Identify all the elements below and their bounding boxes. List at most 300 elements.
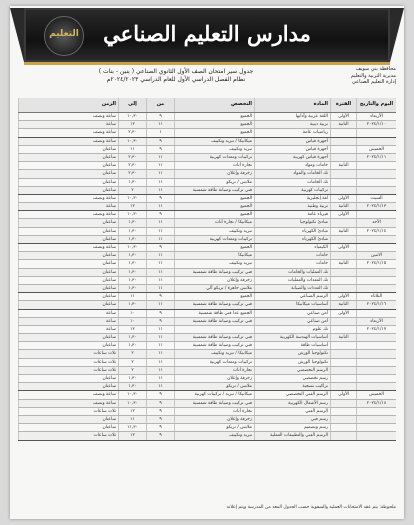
cell-day: الثلاثاء — [356, 293, 396, 300]
cell-subject: أساسيات ميكانيكا — [254, 301, 330, 308]
cell-to: ١,٣٠ — [118, 219, 146, 226]
header-subject: المادة — [254, 98, 330, 112]
cell-spec: ملابس جاهزة / تريكو آلي — [174, 285, 254, 292]
cell-duration: ساعة ونصف — [18, 391, 118, 398]
cell-spec: ميكانيكا / تبريد وتكييف — [174, 350, 254, 357]
cell-from: ١١ — [146, 170, 174, 177]
cell-period: الثانية — [330, 121, 356, 128]
cell-from: ٩ — [146, 211, 174, 218]
cell-from: ٩ — [146, 416, 174, 423]
cell-spec: تبريد وتكييف — [174, 260, 254, 267]
document-page — [10, 6, 404, 519]
cell-subject: تكنولوجيا الورش — [254, 350, 330, 357]
table-row — [18, 179, 396, 187]
table-row — [18, 146, 396, 154]
cell-day: الخميس — [356, 391, 396, 398]
cell-period — [330, 285, 356, 292]
table-row — [18, 342, 396, 350]
ministry-line: إدارة التعليم الصناعي — [352, 79, 396, 85]
table-row — [18, 293, 396, 301]
table-row — [18, 359, 396, 367]
cell-spec: الجميع — [174, 293, 254, 300]
cell-to: ١٠,٣٠ — [118, 244, 146, 251]
cell-spec: ملابس / تريكو — [174, 424, 254, 431]
cell-from: ١١ — [146, 260, 174, 267]
cell-to: ١١ — [118, 146, 146, 153]
cell-duration: ساعتان — [18, 375, 118, 382]
cell-to: ١١,٣٠ — [118, 424, 146, 431]
cell-duration: ساعتان — [18, 162, 118, 169]
cell-duration: ساعتان — [18, 424, 118, 431]
cell-from: ٩ — [146, 310, 174, 317]
cell-day — [356, 350, 396, 357]
cell-period: الثانية — [330, 228, 356, 235]
cell-day: ٢٠٢٤/١/١٠ — [356, 121, 396, 128]
table-row — [18, 277, 396, 285]
cell-duration: ساعتان — [18, 219, 118, 226]
document-header — [18, 66, 396, 98]
cell-from: ١١ — [146, 326, 174, 333]
cell-from: ٩ — [146, 424, 174, 431]
cell-subject: أجهزة قياس كهربية — [254, 154, 330, 161]
cell-day — [356, 375, 396, 382]
cell-duration: ساعة — [18, 310, 118, 317]
cell-to: ١١ — [118, 293, 146, 300]
cell-from: ١١ — [146, 252, 174, 259]
cell-spec: ميكانيكا / نجارة أثاث — [174, 219, 254, 226]
cell-day: الخميس — [356, 146, 396, 153]
cell-from: ٩ — [146, 400, 174, 407]
cell-period — [330, 408, 356, 415]
cell-day: ٢٠٢٤/١/١١ — [356, 154, 396, 161]
cell-period: الأولى — [330, 310, 356, 317]
cell-to: ١٢ — [118, 203, 146, 210]
cell-spec: فني تركيب وصيانة طاقة شمسية — [174, 400, 254, 407]
cell-from: ١١ — [146, 383, 174, 390]
subtitle-line-2: نظام الفصل الدراسي الأول للعام الدراسي ٢٠٢٤/٢٠٢٣م — [106, 76, 246, 83]
cell-duration: ساعة ونصف — [18, 195, 118, 202]
cell-subject: الرسم الفني — [254, 408, 330, 415]
cell-subject: تك العمليات والخامات — [254, 269, 330, 276]
cell-subject: أساسيات الهندسة الكهربية — [254, 334, 330, 341]
cell-duration: ساعتان — [18, 301, 118, 308]
cell-from: ١١ — [146, 285, 174, 292]
cell-spec: تركيبات ومعدات كهربية — [174, 236, 254, 243]
cell-period: الثانية — [330, 301, 356, 308]
cell-subject: الرسم التخصصي — [254, 367, 330, 374]
cell-day — [356, 285, 396, 292]
cell-from: ٩ — [146, 432, 174, 439]
cell-duration: ساعتان — [18, 277, 118, 284]
cell-subject: أجهزة قياس — [254, 146, 330, 153]
cell-to: ٢,٣٠ — [118, 170, 146, 177]
table-row — [18, 113, 396, 121]
cell-day — [356, 211, 396, 218]
cell-from: ١١ — [146, 367, 174, 374]
cell-from: ١١ — [146, 162, 174, 169]
cell-period — [330, 367, 356, 374]
cell-from: ٩ — [146, 146, 174, 153]
cell-spec: نجارة أثاث — [174, 162, 254, 169]
cell-duration: ثلاث ساعات — [18, 432, 118, 439]
cell-spec: فني تركيب وصيانة طاقة شمسية — [174, 301, 254, 308]
cell-period — [330, 359, 356, 366]
cell-period — [330, 350, 356, 357]
cell-duration: ساعتان — [18, 260, 118, 267]
cell-subject: أمن صناعي — [254, 318, 330, 325]
header-period: الفترة — [330, 98, 356, 112]
cell-spec: ملابس / تريكو — [174, 383, 254, 390]
cell-to: ٢ — [118, 367, 146, 374]
ministry-line: محافظة بني سويف — [355, 66, 396, 72]
cell-to: ١٠ — [118, 318, 146, 325]
cell-day: الأحد — [356, 219, 396, 226]
cell-day — [356, 416, 396, 423]
cell-subject: مبادئ الكهرباء — [254, 236, 330, 243]
cell-spec: فني تركيب وصيانة طاقة شمسية — [174, 187, 254, 194]
cell-from: ٩ — [146, 195, 174, 202]
cell-from: ١١ — [146, 375, 174, 382]
table-row — [18, 269, 396, 277]
table-row — [18, 138, 396, 146]
cell-period — [330, 219, 356, 226]
cell-day: ٢٠٢٤/١/١٦ — [356, 301, 396, 308]
cell-to: ١,٣٠ — [118, 179, 146, 186]
cell-period: الأولى — [330, 293, 356, 300]
cell-from: ٩ — [146, 113, 174, 120]
cell-period: الثانية — [330, 203, 356, 210]
cell-to: ١٢ — [118, 408, 146, 415]
cell-period — [330, 146, 356, 153]
cell-to: ١,٣٠ — [118, 301, 146, 308]
cell-day: ٢٠٢٤/١/١٨ — [356, 400, 396, 407]
cell-duration: ساعة ونصف — [18, 138, 118, 145]
cell-subject: الرسم الفني التخصصي — [254, 391, 330, 398]
cell-period — [330, 236, 356, 243]
cell-day — [356, 408, 396, 415]
cell-period — [330, 424, 356, 431]
cell-from: ٩ — [146, 293, 174, 300]
table-row — [18, 400, 396, 408]
cell-duration: ساعتان — [18, 416, 118, 423]
cell-duration: ساعة — [18, 121, 118, 128]
cell-spec: الجميع عدا فني طاقة شمسية — [174, 310, 254, 317]
cell-period: الثانية — [330, 334, 356, 341]
cell-day — [356, 244, 396, 251]
cell-duration: ساعة — [18, 318, 118, 325]
cell-to: ١١ — [118, 416, 146, 423]
cell-period: الأولى — [330, 211, 356, 218]
cell-day — [356, 367, 396, 374]
ministry-line: مديرية التربية والتعليم — [350, 72, 396, 79]
cell-spec: ملابس / تريكو — [174, 179, 254, 186]
cell-to: ١,٣٠ — [118, 383, 146, 390]
cell-duration: ساعتان — [18, 293, 118, 300]
cell-from: ٩ — [146, 138, 174, 145]
exam-schedule-table — [18, 98, 396, 441]
cell-from: ٩ — [146, 244, 174, 251]
cell-to: ٢,٣٠ — [118, 162, 146, 169]
page-title: مدارس التعليم الصناعي — [103, 21, 311, 46]
cell-to: ١,٣٠ — [118, 375, 146, 382]
cell-to: ١٠,٣٠ — [118, 113, 146, 120]
cell-from: ١١ — [146, 219, 174, 226]
cell-day — [356, 424, 396, 431]
cell-spec: نجارة أثاث — [174, 367, 254, 374]
cell-duration: ساعتان — [18, 334, 118, 341]
cell-subject: تركيبات كهربية — [254, 187, 330, 194]
cell-spec: ميكانيكا / تبريد / تركيبات كهربية — [174, 391, 254, 398]
cell-spec: زخرفة وإعلان — [174, 170, 254, 177]
table-row — [18, 244, 396, 252]
cell-spec: فني تركيب وصيانة طاقة شمسية — [174, 342, 254, 349]
table-row — [18, 228, 396, 236]
cell-duration: ساعة ونصف — [18, 113, 118, 120]
cell-day — [356, 277, 396, 284]
cell-spec: الجميع — [174, 244, 254, 251]
cell-spec: زخرفة وإعلان — [174, 375, 254, 382]
cell-duration: ساعتان — [18, 146, 118, 153]
cell-to: ١,٣٠ — [118, 236, 146, 243]
cell-period: الأولى — [330, 244, 356, 251]
table-row — [18, 301, 396, 309]
cell-subject: رسم تخصصي — [254, 375, 330, 382]
cell-day: ٢٠٢٤/١/١٣ — [356, 203, 396, 210]
cell-subject: أمن صناعي — [254, 310, 330, 317]
title-banner — [24, 8, 390, 65]
cell-period: الأولى — [330, 113, 356, 120]
header-spec: التخصص — [174, 98, 254, 112]
table-row — [18, 383, 396, 391]
table-row — [18, 334, 396, 342]
table-row — [18, 285, 396, 293]
header-from: من — [146, 98, 174, 112]
cell-day — [356, 383, 396, 390]
cell-subject: تك المعدات والعمليات — [254, 277, 330, 284]
cell-spec: الجميع — [174, 211, 254, 218]
cell-subject: أجهزة قياس — [254, 138, 330, 145]
cell-to: ١,٣٠ — [118, 269, 146, 276]
cell-spec: زخرفة وإعلان — [174, 277, 254, 284]
cell-period: الأولى — [330, 391, 356, 398]
cell-day — [356, 179, 396, 186]
cell-spec: الجميع — [174, 121, 254, 128]
cell-day: الأربعاء — [356, 113, 396, 120]
cell-to: ١,٣٠ — [118, 228, 146, 235]
cell-duration: ساعتان — [18, 187, 118, 194]
cell-to: ١,٣٠ — [118, 342, 146, 349]
cell-period — [330, 342, 356, 349]
cell-spec: تركيبات ومعدات كهربية — [174, 359, 254, 366]
cell-spec: الجميع — [174, 129, 254, 136]
cell-to: ١٠,٣٠ — [118, 195, 146, 202]
cell-to: ٢,٣٠ — [118, 154, 146, 161]
header-duration: الزمن — [18, 98, 118, 112]
cell-spec — [174, 326, 254, 333]
cell-day — [356, 138, 396, 145]
cell-period — [330, 400, 356, 407]
table-row — [18, 391, 396, 399]
table-row — [18, 424, 396, 432]
cell-to: ١٢ — [118, 121, 146, 128]
cell-period — [330, 416, 356, 423]
cell-spec: فني تركيب وصيانة طاقة شمسية — [174, 334, 254, 341]
cell-duration: ساعة ونصف — [18, 211, 118, 218]
cell-duration: ساعتان — [18, 236, 118, 243]
cell-subject: تراكيب نسجية — [254, 383, 330, 390]
cell-spec: تبريد وتكييف — [174, 432, 254, 439]
cell-duration: ساعتان — [18, 154, 118, 161]
cell-to: ١,٣٠ — [118, 334, 146, 341]
cell-day — [356, 334, 396, 341]
cell-subject: تربية دينية — [254, 121, 330, 128]
cell-day: ٢٠٢٤/١/١٧ — [356, 326, 396, 333]
cell-spec: تبريد وتكييف — [174, 146, 254, 153]
cell-from: ١١ — [146, 269, 174, 276]
cell-period — [330, 318, 356, 325]
cell-day — [356, 359, 396, 366]
cell-from: ١١ — [146, 121, 174, 128]
cell-subject: رسم فني — [254, 416, 330, 423]
cell-from: ١١ — [146, 187, 174, 194]
footer-note: ملحوظة: يتم عقد الامتحانات العملية والشفوية حسب الجدول المعد من المدرسة ويتم إعلانه — [226, 505, 396, 510]
cell-spec: زخرفة وإعلان — [174, 416, 254, 423]
cell-to: ٢ — [118, 187, 146, 194]
cell-day: ٢٠٢٤/١/١٥ — [356, 260, 396, 267]
table-row — [18, 170, 396, 178]
cell-to: ١,٣٠ — [118, 260, 146, 267]
ministry-block — [336, 66, 396, 86]
cell-subject: رياضيات عامة — [254, 129, 330, 136]
cell-period — [330, 129, 356, 136]
cell-spec: الجميع — [174, 203, 254, 210]
cell-to: ١,٣٠ — [118, 277, 146, 284]
table-row — [18, 219, 396, 227]
cell-to: ١٠ — [118, 310, 146, 317]
table-row — [18, 375, 396, 383]
cell-day — [356, 170, 396, 177]
table-row — [18, 121, 396, 129]
cell-subject: الكيمياء — [254, 244, 330, 251]
table-row — [18, 318, 396, 326]
cell-duration: ساعة — [18, 326, 118, 333]
cell-subject: تك علوم — [254, 326, 330, 333]
cell-subject: تربية وطنية — [254, 203, 330, 210]
cell-from: ١١ — [146, 236, 174, 243]
cell-period — [330, 432, 356, 439]
cell-from: ١١ — [146, 154, 174, 161]
header-to: إلى — [118, 98, 146, 112]
cell-period: الثانية — [330, 162, 356, 169]
cell-subject: خامات ومواد — [254, 162, 330, 169]
table-row — [18, 350, 396, 358]
table-row — [18, 432, 396, 440]
cell-subject: مبادئ الكهرباء — [254, 228, 330, 235]
cell-period — [330, 170, 356, 177]
cell-period — [330, 138, 356, 145]
cell-duration: ساعتان — [18, 285, 118, 292]
table-row — [18, 408, 396, 416]
cell-to: ١٠,٣٠ — [118, 400, 146, 407]
cell-spec: الجميع — [174, 113, 254, 120]
cell-duration: ساعة ونصف — [18, 129, 118, 136]
cell-subject: تك الخامات — [254, 179, 330, 186]
schedule-subtitle — [18, 68, 334, 84]
cell-day: الأربعاء — [356, 318, 396, 325]
cell-duration: ساعتان — [18, 170, 118, 177]
cell-subject: أساسيات طاقة — [254, 342, 330, 349]
cell-from: ١١ — [146, 179, 174, 186]
cell-spec: الجميع — [174, 195, 254, 202]
cell-period — [330, 326, 356, 333]
cell-to: ١,٣٠ — [118, 252, 146, 259]
cell-day — [356, 162, 396, 169]
cell-period — [330, 179, 356, 186]
cell-subject: خامات — [254, 260, 330, 267]
table-row — [18, 416, 396, 424]
cell-duration: ساعتان — [18, 383, 118, 390]
cell-duration: ثلاث ساعات — [18, 350, 118, 357]
cell-duration: ساعة ونصف — [18, 244, 118, 251]
table-row — [18, 211, 396, 219]
cell-from: ٩ — [146, 391, 174, 398]
table-row — [18, 236, 396, 244]
cell-subject: الرسم الصناعي — [254, 293, 330, 300]
cell-from: ١١ — [146, 350, 174, 357]
cell-to: ١٠,٣٠ — [118, 211, 146, 218]
cell-from: ١١ — [146, 334, 174, 341]
table-row — [18, 129, 396, 137]
table-header-row — [18, 98, 396, 113]
cell-spec: تبريد وتكييف — [174, 228, 254, 235]
table-row — [18, 162, 396, 170]
cell-period — [330, 187, 356, 194]
cell-duration: ثلاث ساعات — [18, 359, 118, 366]
cell-duration: ساعة ونصف — [18, 400, 118, 407]
cell-subject: رسم الأشغال الكهربية — [254, 400, 330, 407]
table-row — [18, 367, 396, 375]
cell-day: ٢٠٢٤/١/١٤ — [356, 228, 396, 235]
table-body — [18, 113, 396, 441]
cell-from: ١١ — [146, 228, 174, 235]
cell-subject: تك الخامات والمواد — [254, 170, 330, 177]
cell-from: ٩ — [146, 408, 174, 415]
cell-duration: ساعتان — [18, 228, 118, 235]
cell-subject: خامات — [254, 252, 330, 259]
cell-from: ١١ — [146, 203, 174, 210]
cell-day — [356, 342, 396, 349]
cell-duration: ساعتان — [18, 342, 118, 349]
cell-spec: فني تركيب وصيانة طاقة شمسية — [174, 269, 254, 276]
table-row — [18, 195, 396, 203]
cell-to: ١٠,٣٠ — [118, 391, 146, 398]
cell-day — [356, 236, 396, 243]
cell-duration: ساعتان — [18, 252, 118, 259]
cell-period — [330, 383, 356, 390]
logo-text: التعليم — [49, 29, 79, 39]
cell-period — [330, 277, 356, 284]
table-row — [18, 252, 396, 260]
cell-period — [330, 154, 356, 161]
table-row — [18, 326, 396, 334]
cell-period — [330, 252, 356, 259]
cell-spec: فني تركيب وصيانة طاقة شمسية — [174, 318, 254, 325]
cell-spec: ميكانيكا / تبريد وتكييف — [174, 138, 254, 145]
cell-from: ١١ — [146, 301, 174, 308]
table-row — [18, 154, 396, 162]
table-row — [18, 187, 396, 195]
cell-duration: ثلاث ساعات — [18, 367, 118, 374]
